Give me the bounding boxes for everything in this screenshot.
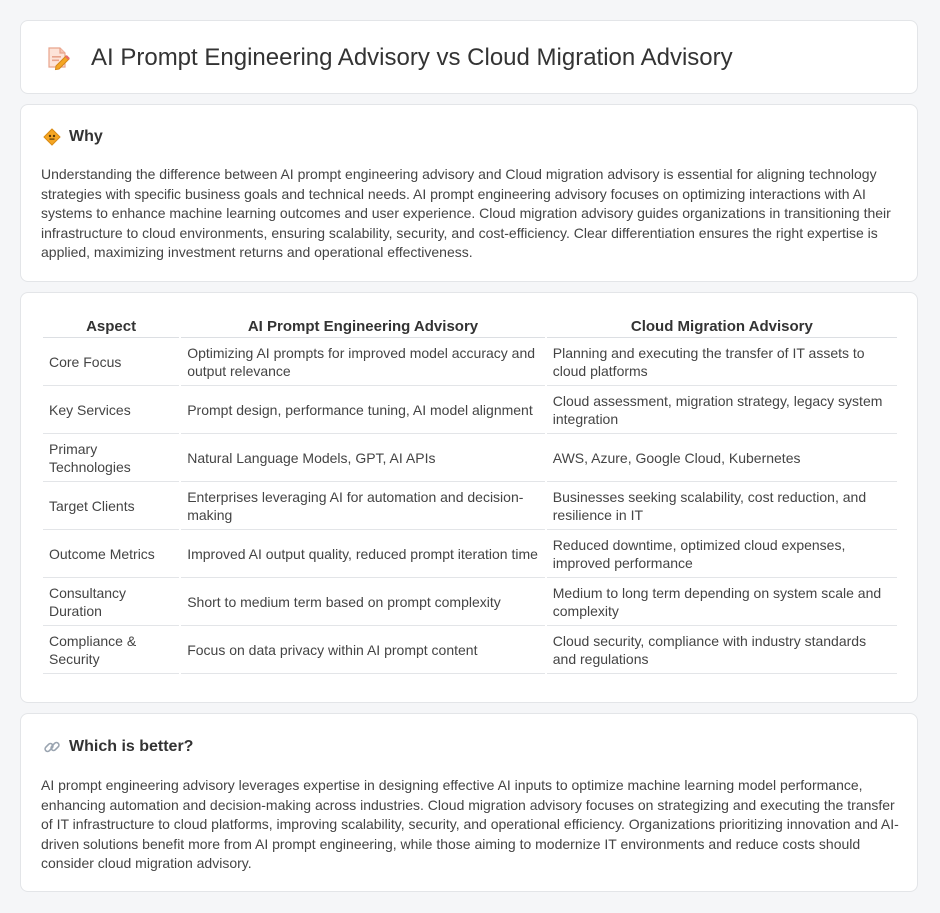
cloud-cell: AWS, Azure, Google Cloud, Kubernetes bbox=[547, 434, 897, 482]
cloud-cell: Medium to long term depending on system scale and complexity bbox=[547, 578, 897, 626]
table-row bbox=[43, 338, 897, 386]
header-aspect: Aspect bbox=[43, 315, 179, 338]
ai-cell: Prompt design, performance tuning, AI model alignment bbox=[181, 386, 545, 434]
aspect-cell: Target Clients bbox=[43, 482, 179, 530]
ai-cell: Focus on data privacy within AI prompt content bbox=[181, 626, 545, 674]
comparison-section bbox=[20, 292, 918, 703]
why-text: Understanding the difference between AI prompt engineering advisory and Cloud migration advisory is essential for aligning technology strategies with specific business goals and technical needs. AI prompt engineering advisory focuses on optimizing interactions with AI systems to enhance machine learning outcomes and user experience. Cloud migration advisory guides organizations in transitioning their infrastructure to cloud environments, ensuring scalability, security, and cost-efficiency. Clear differentiation ensures the right expertise is applied, maximizing investment returns and operational effectiveness. bbox=[41, 166, 891, 260]
table-row bbox=[43, 482, 897, 530]
better-text: AI prompt engineering advisory leverages expertise in designing effective AI inputs to optimize machine learning model performance, enhancing automation and decision-making across industries. Cloud migration advisory focuses on strategizing and executing the transfer of IT infrastructure to cloud platforms, improving scalability, security, and operational efficiency. Organizations prioritizing innovation and AI-driven solutions benefit more from AI prompt engineering, while those aiming to modernize IT environments and reduce costs should consider cloud migration advisory. bbox=[41, 777, 899, 871]
aspect-cell: Consultancy Duration bbox=[43, 578, 179, 626]
why-section bbox=[20, 104, 918, 282]
aspect-cell: Outcome Metrics bbox=[43, 530, 179, 578]
page-title: AI Prompt Engineering Advisory vs Cloud Migration Advisory bbox=[91, 44, 733, 71]
better-title: Which is better? bbox=[69, 738, 194, 755]
link-icon bbox=[43, 738, 61, 756]
aspect-cell: Primary Technologies bbox=[43, 434, 179, 482]
document-pencil-icon bbox=[45, 45, 71, 71]
table-row bbox=[43, 530, 897, 578]
ai-cell: Short to medium term based on prompt complexity bbox=[181, 578, 545, 626]
cloud-cell: Planning and executing the transfer of IT assets to cloud platforms bbox=[547, 338, 897, 386]
table-header-row bbox=[43, 315, 897, 338]
title-row bbox=[45, 44, 733, 72]
header-cloud-migration: Cloud Migration Advisory bbox=[547, 315, 897, 338]
aspect-cell: Core Focus bbox=[43, 338, 179, 386]
table-row bbox=[43, 434, 897, 482]
table-row bbox=[43, 626, 897, 674]
aspect-cell: Key Services bbox=[43, 386, 179, 434]
cloud-cell: Reduced downtime, optimized cloud expenses, improved performance bbox=[547, 530, 897, 578]
aspect-cell: Compliance & Security bbox=[43, 626, 179, 674]
cloud-cell: Businesses seeking scalability, cost reduction, and resilience in IT bbox=[547, 482, 897, 530]
ai-cell: Natural Language Models, GPT, AI APIs bbox=[181, 434, 545, 482]
ai-cell: Enterprises leveraging AI for automation and decision-making bbox=[181, 482, 545, 530]
cloud-cell: Cloud security, compliance with industry standards and regulations bbox=[547, 626, 897, 674]
why-heading bbox=[43, 127, 103, 147]
comparison-table bbox=[41, 315, 899, 674]
which-is-better-section bbox=[20, 713, 918, 892]
ai-cell: Improved AI output quality, reduced prompt iteration time bbox=[181, 530, 545, 578]
table-row bbox=[43, 578, 897, 626]
diamond-sign-icon bbox=[43, 128, 61, 146]
cloud-cell: Cloud assessment, migration strategy, legacy system integration bbox=[547, 386, 897, 434]
header-ai-prompt-engineering: AI Prompt Engineering Advisory bbox=[181, 315, 545, 338]
ai-cell: Optimizing AI prompts for improved model accuracy and output relevance bbox=[181, 338, 545, 386]
better-heading bbox=[43, 737, 193, 757]
table-row bbox=[43, 386, 897, 434]
title-card bbox=[20, 20, 918, 94]
why-title: Why bbox=[69, 128, 103, 145]
